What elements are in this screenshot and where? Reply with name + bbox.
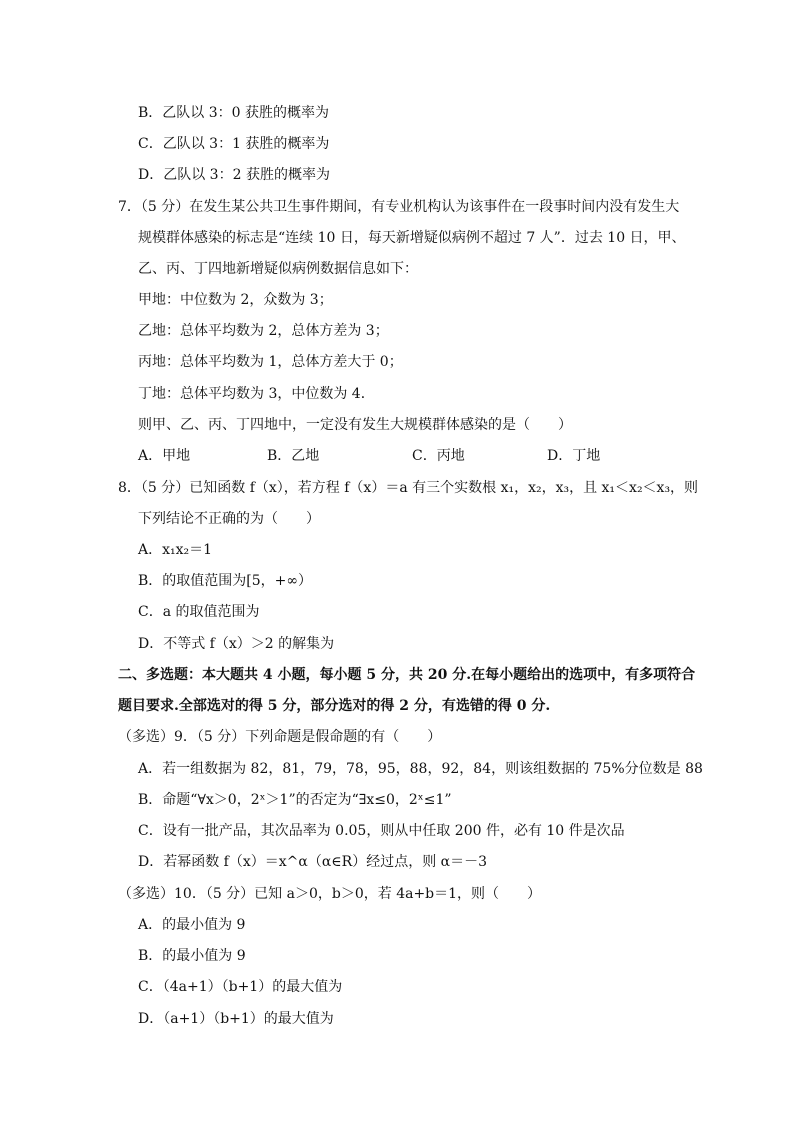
q9-option-c: C．设有一批产品，其次品率为 0.05，则从中任取 200 件，必有 10 件是次品 <box>138 823 625 839</box>
q9-option-b: B．命题“∀x＞0，2ˣ＞1”的否定为“∃x≤0，2ˣ≤1” <box>138 792 452 808</box>
q10-stem: （多选）10．（5 分）已知 a＞0，b＞0，若 4a+b＝1，则（ ） <box>118 886 542 902</box>
q10-option-a: A．的最小值为 9 <box>138 917 246 933</box>
section2-heading-line1: 二、多选题：本大题共 4 小题，每小题 5 分，共 20 分.在每小题给出的选项中，有多项符合 <box>118 667 696 683</box>
q7-stem-line2: 规模群体感染的标志是“连续 10 日，每天新增疑似病例不超过 7 人”．过去 10 日，甲、 <box>138 230 686 246</box>
q7-option-a: A．甲地 <box>138 448 191 464</box>
q10-option-d: D．（a+1）（b+1）的最大值为 <box>138 1011 334 1027</box>
q6-option-d: D．乙队以 3：2 获胜的概率为 <box>138 167 330 183</box>
q7-info-ding: 丁地：总体平均数为 3，中位数为 4． <box>138 386 375 402</box>
q7-stem-line3: 乙、丙、丁四地新增疑似病例数据信息如下： <box>138 261 418 277</box>
q7-stem-line1: 7．（5 分）在发生某公共卫生事件期间，有专业机构认为该事件在一段事时间内没有发生大 <box>118 199 680 215</box>
q8-option-a: A．x₁x₂＝1 <box>138 542 213 558</box>
q9-option-d: D．若幂函数 f（x）＝x^α（α∈R）经过点，则 α＝－3 <box>138 854 488 870</box>
q8-stem-line2: 下列结论不正确的为（ ） <box>138 511 320 527</box>
q8-option-c: C．a 的取值范围为 <box>138 604 260 620</box>
q8-stem-line1: 8．（5 分）已知函数 f（x），若方程 f（x）＝a 有三个实数根 x₁，x₂，x₃，且 x₁＜x₂＜x₃，则 <box>118 480 699 496</box>
q7-question: 则甲、乙、丙、丁四地中，一定没有发生大规模群体感染的是（ ） <box>138 417 572 433</box>
q7-info-bing: 丙地：总体平均数为 1，总体方差大于 0； <box>138 354 403 370</box>
q10-option-b: B．的最小值为 9 <box>138 948 246 964</box>
q7-option-c: C．丙地 <box>412 448 465 464</box>
section2-heading-line2: 题目要求.全部选对的得 5 分，部分选对的得 2 分，有选错的得 0 分. <box>118 698 551 714</box>
q9-stem: （多选）9．（5 分）下列命题是假命题的有（ ） <box>118 729 442 745</box>
q7-option-b: B．乙地 <box>267 448 320 464</box>
q6-option-c: C．乙队以 3：1 获胜的概率为 <box>138 136 330 152</box>
q8-option-b: B．的取值范围为[5，+∞） <box>138 573 313 589</box>
q7-info-yi: 乙地：总体平均数为 2，总体方差为 3； <box>138 323 389 339</box>
q9-option-a: A．若一组数据为 82，81，79，78，95，88，92，84，则该组数据的 75%分位数是 88 <box>138 761 703 777</box>
q8-option-d: D．不等式 f（x）＞2 的解集为 <box>138 636 335 652</box>
q7-info-jia: 甲地：中位数为 2，众数为 3； <box>138 292 333 308</box>
q6-option-b: B．乙队以 3：0 获胜的概率为 <box>138 105 330 121</box>
q7-option-d: D．丁地 <box>547 448 601 464</box>
q10-option-c: C．（4a+1）（b+1）的最大值为 <box>138 979 343 995</box>
